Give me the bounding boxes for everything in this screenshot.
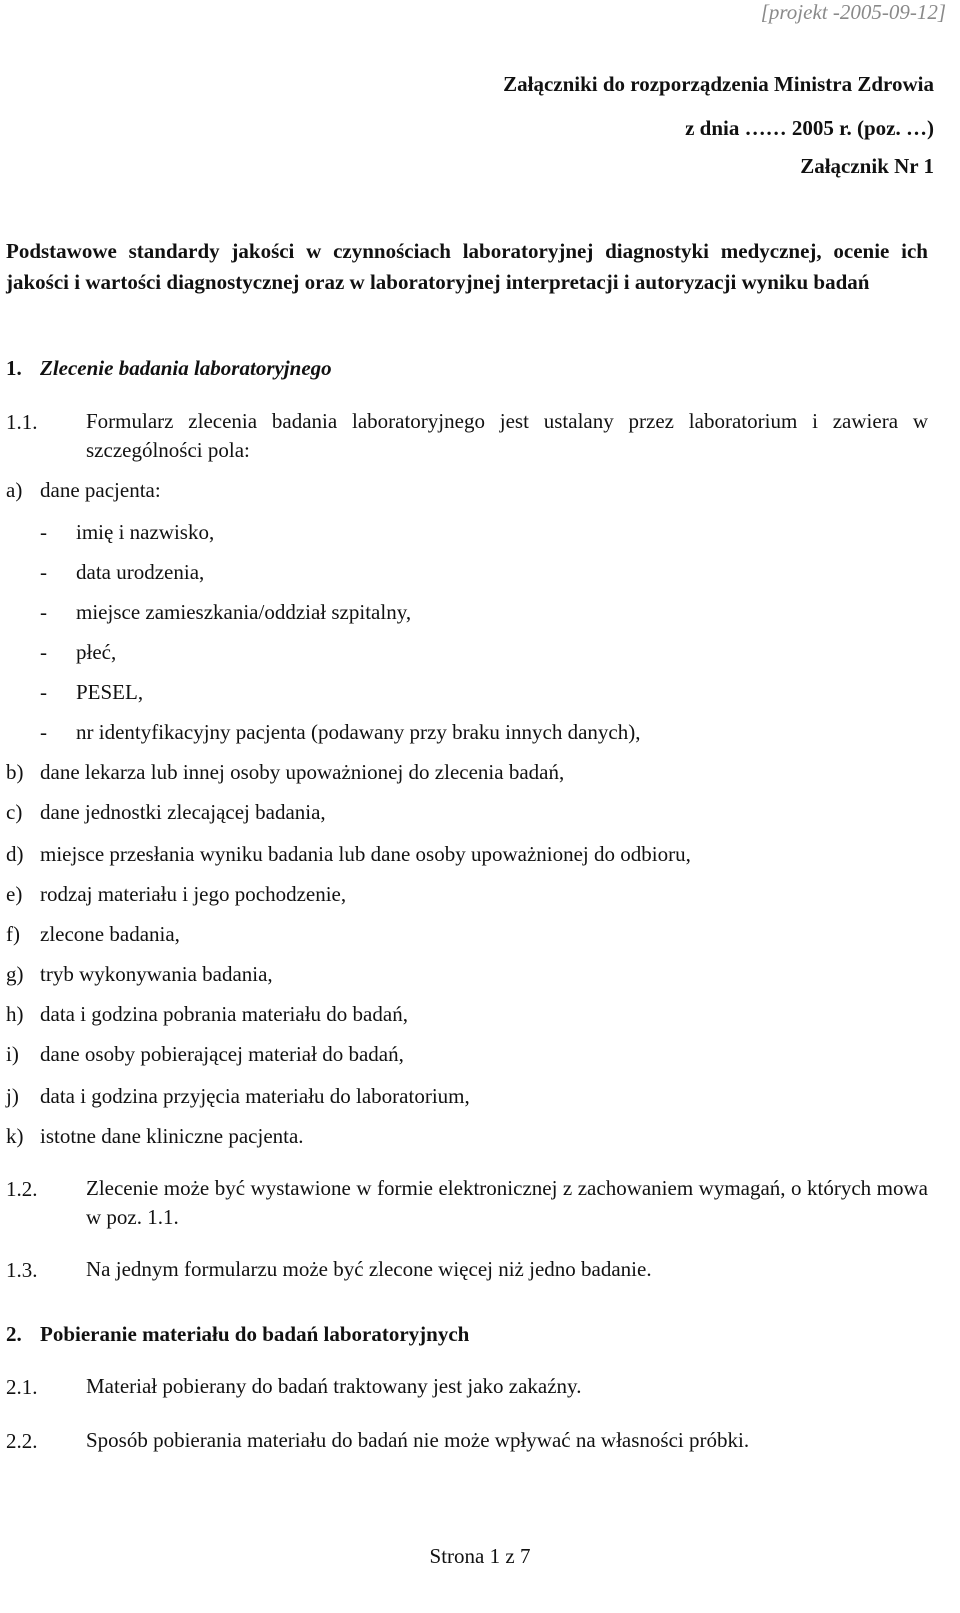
sublist-item-text: nr identyfikacyjny pacjenta (podawany przy braku innych danych), xyxy=(76,720,641,744)
list-item-letter: e) xyxy=(6,882,23,906)
list-item-text: dane osoby pobierającej materiał do badań, xyxy=(40,1042,404,1066)
sublist-dash: - xyxy=(40,680,47,704)
sublist-item-text: data urodzenia, xyxy=(76,560,205,584)
list-item-letter: d) xyxy=(6,842,24,866)
list-item-letter: b) xyxy=(6,760,24,784)
section-1-title: Zlecenie badania laboratoryjnego xyxy=(40,356,332,380)
sublist-dash: - xyxy=(40,520,47,544)
list-item-letter: a) xyxy=(6,478,23,502)
sublist-dash: - xyxy=(40,560,47,584)
paragraph-1-2-text: Zlecenie może być wystawione w formie elektronicznej z zachowaniem wymagań, o których mowa w poz. 1.1. xyxy=(86,1176,928,1229)
list-item-text: data i godzina pobrania materiału do badań, xyxy=(40,1002,408,1026)
section-2-number: 2. xyxy=(6,1322,22,1346)
section-1-number: 1. xyxy=(6,356,22,380)
paragraph-1-3-text: Na jednym formularzu może być zlecone więcej niż jedno badanie. xyxy=(86,1257,652,1281)
list-item-letter: h) xyxy=(6,1002,24,1026)
paragraph-1-1-number: 1.1. xyxy=(6,410,38,434)
paragraph-2-2-number: 2.2. xyxy=(6,1429,38,1453)
list-item-text: istotne dane kliniczne pacjenta. xyxy=(40,1124,304,1148)
list-item-text: zlecone badania, xyxy=(40,922,180,946)
paragraph-2-1-number: 2.1. xyxy=(6,1375,38,1399)
sublist-dash: - xyxy=(40,720,47,744)
sublist-dash: - xyxy=(40,600,47,624)
annex-number: Załącznik Nr 1 xyxy=(800,154,934,178)
list-item-text: rodzaj materiału i jego pochodzenie, xyxy=(40,882,347,906)
sublist-item-text: PESEL, xyxy=(76,680,144,704)
list-item-letter: i) xyxy=(6,1042,19,1066)
paragraph-2-1-text: Materiał pobierany do badań traktowany jest jako zakaźny. xyxy=(86,1374,582,1398)
sublist-item-text: imię i nazwisko, xyxy=(76,520,215,544)
list-item-text: tryb wykonywania badania, xyxy=(40,962,273,986)
list-item-text: dane jednostki zlecającej badania, xyxy=(40,800,326,824)
document-title: Podstawowe standardy jakości w czynnościach laboratoryjnej diagnostyki medycznej, ocenie ich jakości i wartości diagnostycznej oraz w laboratoryjnej interpretacji i autoryzacji wyniku badań xyxy=(6,239,928,294)
regulation-date: z dnia …… 2005 r. (poz. …) xyxy=(685,116,934,140)
paragraph-1-1-text: Formularz zlecenia badania laboratoryjnego jest ustalany przez laboratorium i zawiera w szczególności pola: xyxy=(86,409,928,462)
page-number: Strona 1 z 7 xyxy=(429,1544,531,1568)
paragraph-2-2-text: Sposób pobierania materiału do badań nie może wpływać na własności próbki. xyxy=(86,1428,750,1452)
section-1-heading xyxy=(6,356,332,381)
sublist-item-text: miejsce zamieszkania/oddział szpitalny, xyxy=(76,600,412,624)
sublist-dash: - xyxy=(40,640,47,664)
list-item-text: data i godzina przyjęcia materiału do laboratorium, xyxy=(40,1084,470,1108)
list-item-letter: g) xyxy=(6,962,24,986)
list-item-letter: c) xyxy=(6,800,23,824)
section-2-heading xyxy=(6,1322,469,1347)
paragraph-1-3-number: 1.3. xyxy=(6,1258,38,1282)
draft-stamp: [projekt -2005-09-12] xyxy=(760,0,946,24)
list-item-letter: j) xyxy=(6,1084,19,1108)
list-item-letter: k) xyxy=(6,1124,24,1148)
section-2-title: Pobieranie materiału do badań laboratoryjnych xyxy=(40,1322,470,1346)
list-item-text: dane pacjenta: xyxy=(40,478,161,502)
list-item-text: miejsce przesłania wyniku badania lub dane osoby upoważnionej do odbioru, xyxy=(40,842,691,866)
regulation-header: Załączniki do rozporządzenia Ministra Zdrowia xyxy=(503,72,934,96)
sublist-item-text: płeć, xyxy=(76,640,117,664)
list-item-letter: f) xyxy=(6,922,20,946)
paragraph-1-2-number: 1.2. xyxy=(6,1177,38,1201)
list-item-text: dane lekarza lub innej osoby upoważnionej do zlecenia badań, xyxy=(40,760,565,784)
